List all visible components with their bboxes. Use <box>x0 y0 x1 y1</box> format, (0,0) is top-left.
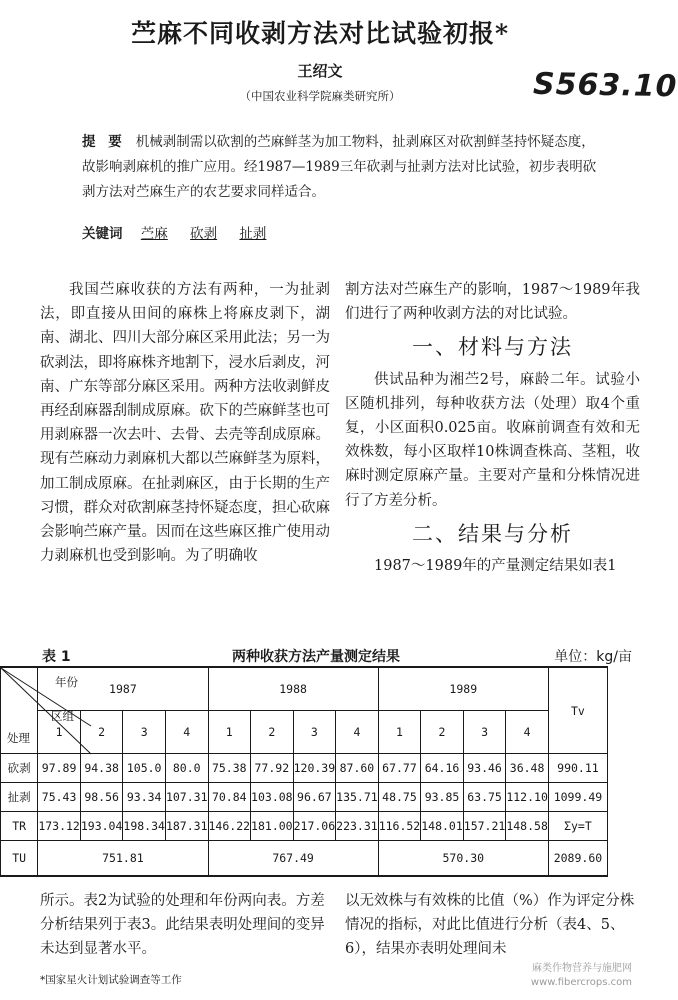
abstract-label: 提 要 <box>82 134 126 150</box>
keyword-term: 扯剥 <box>239 226 267 242</box>
keyword-term: 苎麻 <box>140 226 168 242</box>
row-label: 扯剥 <box>1 783 38 812</box>
yield-cell: 187.31 <box>165 812 208 841</box>
body-paragraph: 我国苎麻收获的方法有两种，一为扯剥法，即直接从田间的麻株上将麻皮剥下，湖南、湖北、四川大部分麻区采用此法；另一为砍剥法，即将麻株齐地割下，浸水后剥皮，河南、广东等部分麻区采用。两种方法收剥鲜皮再经刮麻器刮制成原麻。砍下的苎麻鲜茎也可用剥麻器一次去叶、去骨、去壳等刮成原麻。现有苎麻动力剥麻机大都以苎麻鲜茎为原料，加工制成原麻。在扯剥麻区，由于长期的生产习惯，群众对砍割麻茎持怀疑态度，担心砍麻会影响苎麻产量。因而在这些麻区推广使用动力剥麻机也受到影响。为了明确收 <box>40 282 330 565</box>
block-header: 4 <box>336 711 379 754</box>
yield-cell: 48.75 <box>378 783 421 812</box>
row-label: TU <box>1 841 38 877</box>
abstract <box>82 130 602 205</box>
yield-cell: 148.58 <box>506 812 549 841</box>
section-heading-methods: 一、材料与方法 <box>412 335 573 360</box>
yield-cell: 105.0 <box>123 754 166 783</box>
yield-cell: 93.85 <box>421 783 464 812</box>
keywords <box>82 222 284 242</box>
yield-cell: 67.77 <box>378 754 421 783</box>
yield-cell: 36.48 <box>506 754 549 783</box>
block-header: 3 <box>123 711 166 754</box>
row-label: 砍剥 <box>1 754 38 783</box>
block-header: 4 <box>165 711 208 754</box>
year-header: 1988 <box>208 667 378 711</box>
abstract-text: 机械剥制需以砍割的苎麻鲜茎为加工物料，扯剥麻区对砍割鲜茎持怀疑态度，故影响剥麻机的推广应用。经1987—1989三年砍剥与扯剥方法对比试验，初步表明砍剥方法对苎麻生产的农艺要求同样适合。 <box>82 134 597 200</box>
body-paragraph: 1987～1989年的产量测定结果如表1 <box>374 558 617 575</box>
yield-cell: 63.75 <box>463 783 506 812</box>
footer-left-text: 所示。表2为试验的处理和年份两向表。方差分析结果列于表3。此结果表明处理间的变异未达到显著水平。 <box>40 893 325 958</box>
diag-label-year: 年份 <box>55 675 78 689</box>
table-body <box>1 754 608 841</box>
block-header: 4 <box>506 711 549 754</box>
year-header: 1989 <box>378 667 548 711</box>
total-column-header: Tv <box>548 667 607 754</box>
yield-cell: 148.01 <box>421 812 464 841</box>
row-label: TR <box>1 812 38 841</box>
yield-cell: 75.43 <box>38 783 81 812</box>
yield-cell: 112.10 <box>506 783 549 812</box>
footer-right-text: 以无效株与有效株的比值（%）作为评定分株情况的指标，对此比值进行分析（表4、5、6），结果亦表明处理间未 <box>345 893 635 958</box>
yield-cell: 146.22 <box>208 812 251 841</box>
watermark-url: www.fibercrops.com <box>530 977 632 988</box>
yield-cell: 64.16 <box>421 754 464 783</box>
block-header: 3 <box>293 711 336 754</box>
table-unit: 单位：kg/亩 <box>554 649 632 665</box>
yield-cell: 96.67 <box>293 783 336 812</box>
diag-label-block: 区组 <box>51 709 74 723</box>
author-name: 王绍文 <box>297 62 343 80</box>
yield-cell: 135.71 <box>336 783 379 812</box>
block-header: 2 <box>80 711 123 754</box>
block-header: 2 <box>251 711 294 754</box>
grand-total-cell: 2089.60 <box>548 841 607 877</box>
yield-cell: 97.89 <box>38 754 81 783</box>
watermark <box>531 962 632 990</box>
yield-cell: 80.0 <box>165 754 208 783</box>
block-header: 1 <box>38 711 81 754</box>
block-header: 3 <box>463 711 506 754</box>
yield-cell: 77.92 <box>251 754 294 783</box>
row-total-cell: 1099.49 <box>548 783 607 812</box>
yield-cell: 94.38 <box>80 754 123 783</box>
handwritten-classification-note: S563.10 <box>532 66 678 105</box>
yield-cell: 93.46 <box>463 754 506 783</box>
yield-cell: 223.31 <box>336 812 379 841</box>
yield-cell: 120.39 <box>293 754 336 783</box>
yield-cell: 107.31 <box>165 783 208 812</box>
yield-cell: 70.84 <box>208 783 251 812</box>
yield-cell: 157.21 <box>463 812 506 841</box>
body-left-column <box>40 278 330 568</box>
diag-label-treatment: 处理 <box>7 731 30 745</box>
author-affiliation: （中国农业科学院麻类研究所） <box>239 89 401 103</box>
yield-cell: 116.52 <box>378 812 421 841</box>
table-row <box>1 754 608 783</box>
yield-cell: 93.34 <box>123 783 166 812</box>
yield-cell: 87.60 <box>336 754 379 783</box>
body-paragraph: 割方法对苎麻生产的影响，1987～1989年我们进行了两种收剥方法的对比试验。 <box>345 282 640 323</box>
year-total-cell: 570.30 <box>378 841 548 877</box>
body-paragraph: 供试品种为湘苎2号，麻龄二年。试验小区随机排列，每种收获方法（处理）取4个重复，小区面积0.025亩。收麻前调查有效和无效株数，每小区取样10株调查株高、茎粗，收麻时测定原麻产量。主要对产量和分株情况进行了方差分析。 <box>345 371 640 509</box>
yield-cell: 98.56 <box>80 783 123 812</box>
yield-cell: 198.34 <box>123 812 166 841</box>
body-right-column <box>345 278 640 578</box>
table-number: 表 1 <box>42 649 71 665</box>
yield-cell: 75.38 <box>208 754 251 783</box>
row-total-cell: Σy=T <box>548 812 607 841</box>
keywords-label: 关键词 <box>82 226 123 242</box>
block-header: 1 <box>378 711 421 754</box>
table-row <box>1 812 608 841</box>
yield-cell: 103.08 <box>251 783 294 812</box>
table-caption <box>42 646 638 666</box>
yield-cell: 217.06 <box>293 812 336 841</box>
year-total-cell: 751.81 <box>38 841 208 877</box>
row-total-cell: 990.11 <box>548 754 607 783</box>
paper-title: 苎麻不同收剥方法对比试验初报* <box>130 19 510 48</box>
block-header: 1 <box>208 711 251 754</box>
yield-cell: 193.04 <box>80 812 123 841</box>
section-heading-results: 二、结果与分析 <box>412 521 573 546</box>
yield-cell: 181.00 <box>251 812 294 841</box>
yield-table <box>0 666 608 877</box>
table-title: 两种收获方法产量测定结果 <box>232 649 400 665</box>
footnote: *国家星火计划试验调查等工作 <box>40 974 182 986</box>
year-header: 1987 <box>38 667 208 711</box>
block-header: 2 <box>421 711 464 754</box>
keyword-term: 砍剥 <box>190 226 218 242</box>
year-total-cell: 767.49 <box>208 841 378 877</box>
table-row <box>1 783 608 812</box>
watermark-site-name: 麻类作物营养与施肥网 <box>532 963 632 974</box>
table-diagonal-header-cell <box>1 667 78 754</box>
yield-cell: 173.12 <box>38 812 81 841</box>
